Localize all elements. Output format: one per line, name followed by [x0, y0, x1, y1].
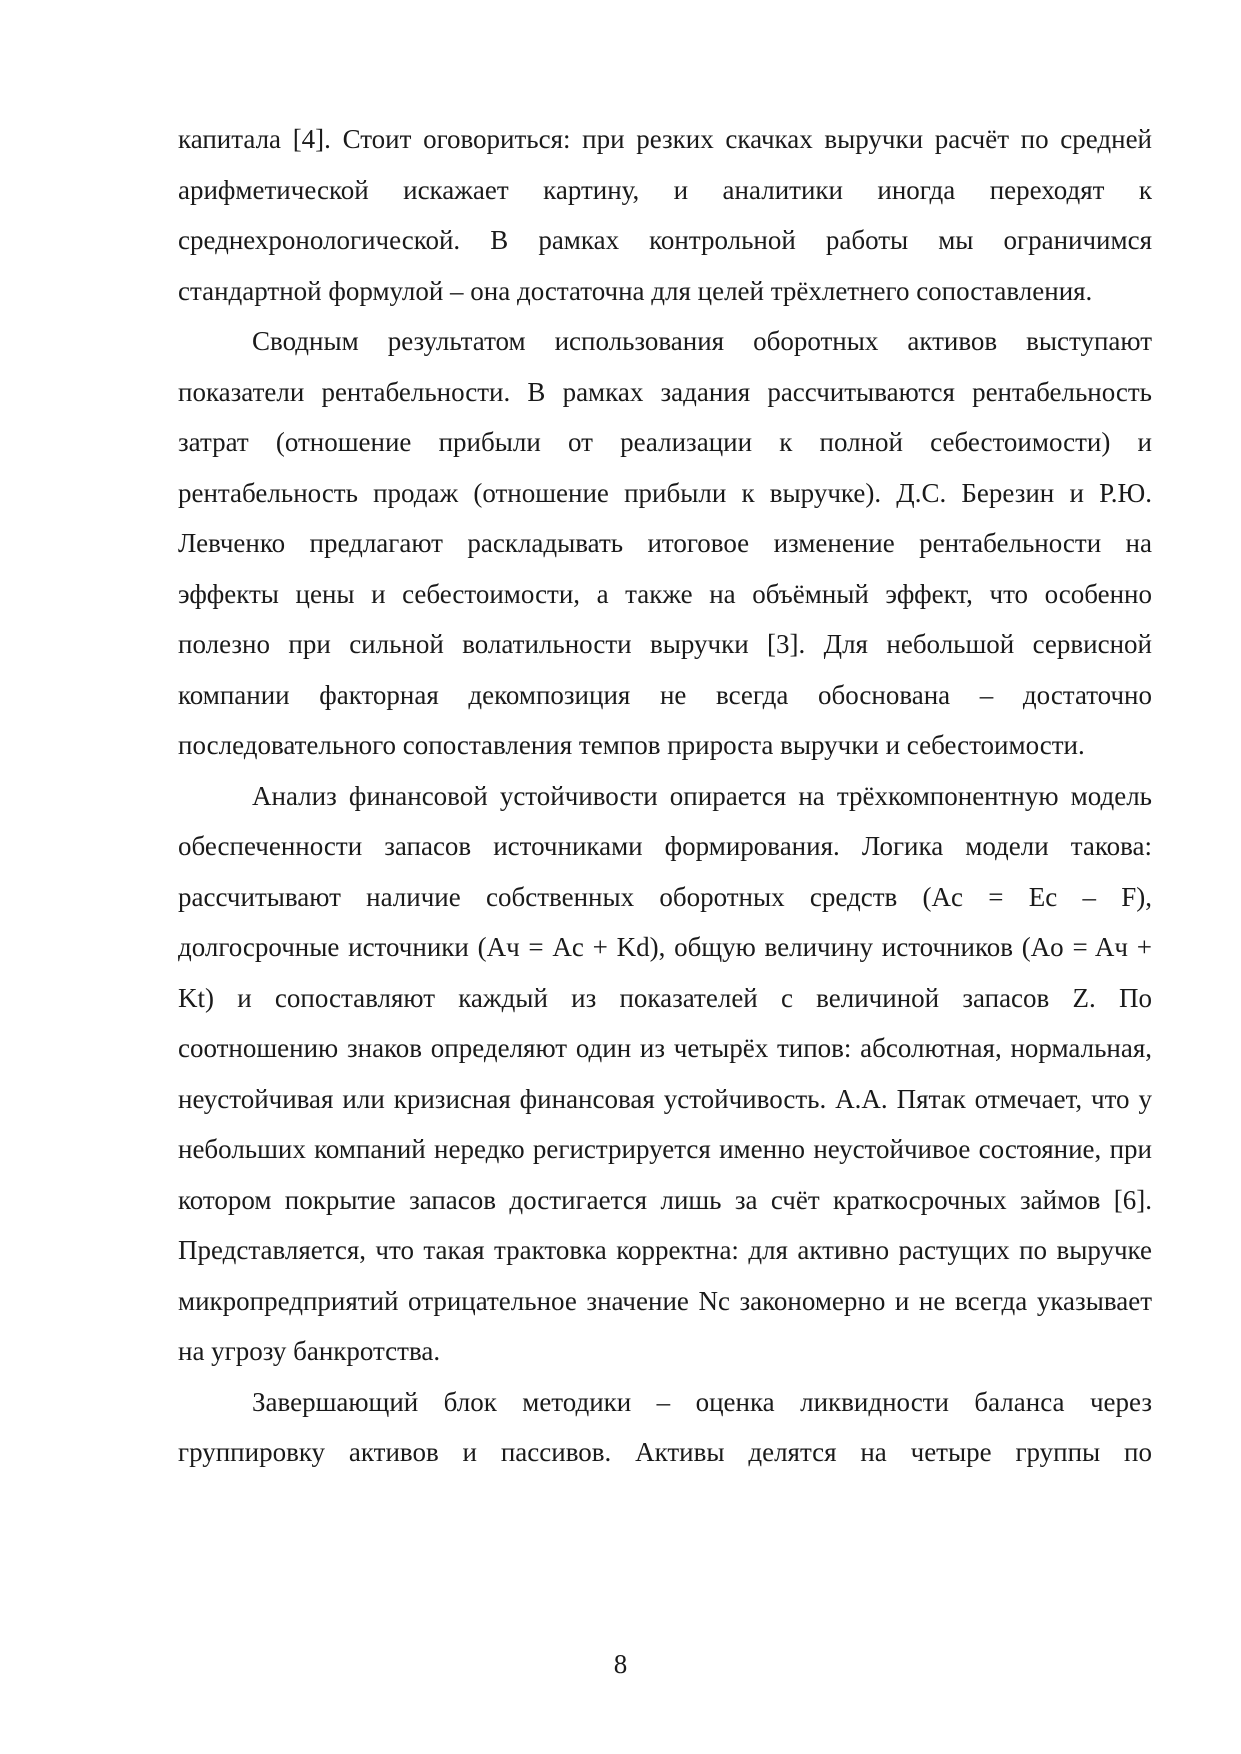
paragraph-liquidity: Завершающий блок методики – оценка ликвидности баланса через группировку активов и пассивов. Активы делятся на четыре группы по: [178, 1386, 1152, 1467]
page-number: 8: [613, 1649, 628, 1679]
paragraph-financial-stability: Анализ финансовой устойчивости опирается на трёхкомпонентную модель обеспеченности запасов источниками формирования. Логика модели такова: рассчитывают наличие собственных оборотных средств (Ac = Ec – F), долгосрочные источники (Aч = Ac + Kd), общую величину источников (Ao = Aч + Kt) и сопоставляют каждый из показателей с величиной запасов Z. По соотношению знаков определяют один из четырёх типов: абсолютная, нормальная, неустойчивая или кризисная финансовая устойчивость. А.А. Пятак отмечает, что у небольших компаний нередко регистрируется именно неустойчивое состояние, при котором покрытие запасов достигается лишь за счёт краткосрочных займов [6]. Представляется, что такая трактовка корректна: для активно растущих по выручке микропредприятий отрицательное значение Nc закономерно и не всегда указывает на угрозу банкротства.: [178, 780, 1152, 1366]
paragraph-capital-averaging: капитала [4]. Стоит оговориться: при резких скачках выручки расчёт по средней арифметической искажает картину, и аналитики иногда переходят к среднехронологической. В рамках контрольной работы мы ограничимся стандартной формулой – она достаточна для целей трёхлетнего сопоставления.: [178, 124, 1152, 306]
paragraph-profitability: Сводным результатом использования оборотных активов выступают показатели рентабельности. В рамках задания рассчитываются рентабельность затрат (отношение прибыли от реализации к полной себестоимости) и рентабельность продаж (отношение прибыли к выручке). Д.С. Березин и Р.Ю. Левченко предлагают раскладывать итоговое изменение рентабельности на эффекты цены и себестоимости, а также на объёмный эффект, что особенно полезно при сильной волатильности выручки [3]. Для небольшой сервисной компании факторная декомпозиция не всегда обоснована – достаточно последовательного сопоставления темпов прироста выручки и себестоимости.: [178, 326, 1152, 760]
body-text: [178, 114, 1152, 1478]
